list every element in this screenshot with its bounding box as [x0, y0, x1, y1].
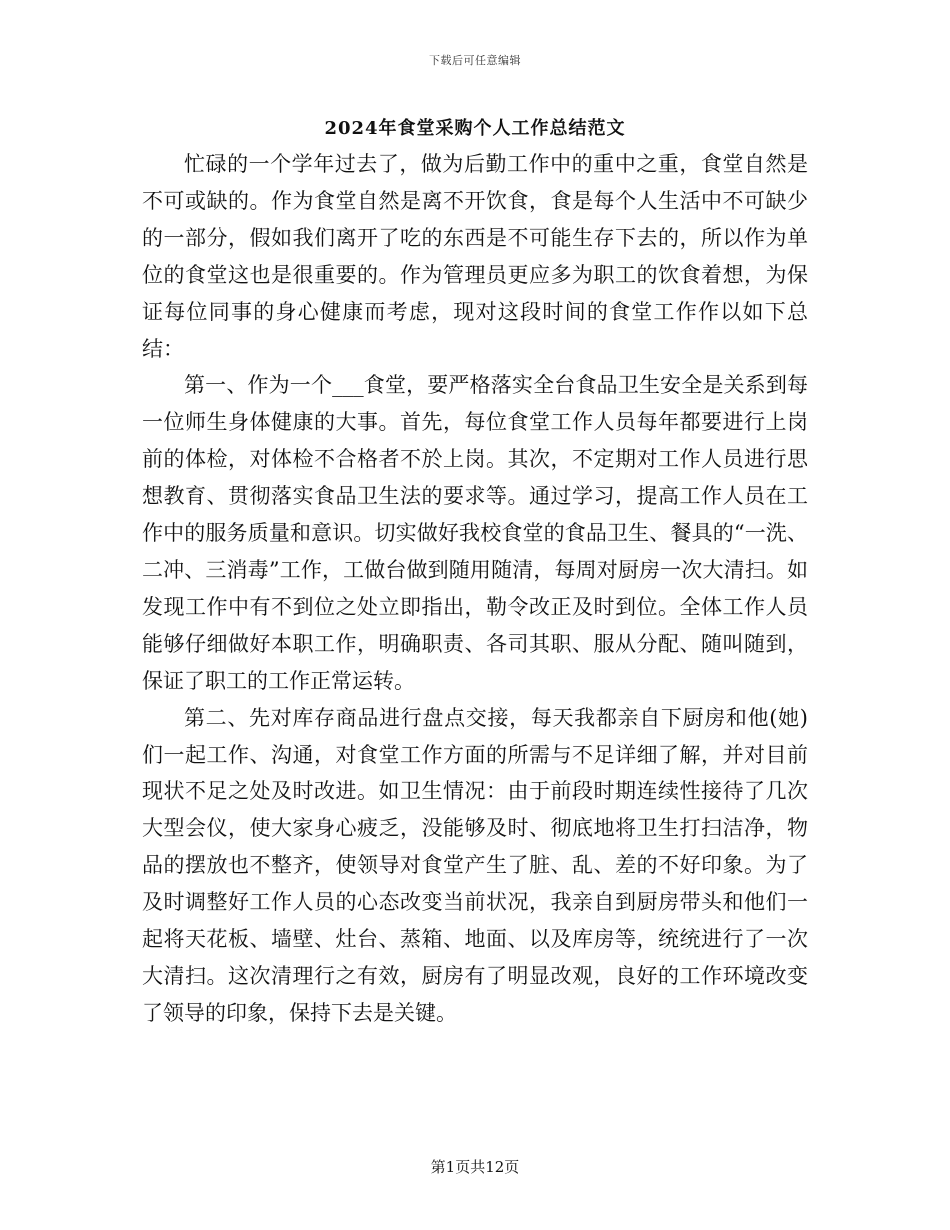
document-title: 2024年食堂采购个人工作总结范文	[324, 118, 626, 139]
page-footer: 第1页共12页	[430, 1158, 520, 1176]
header-note: 下载后可任意编辑	[429, 54, 521, 67]
paragraph-intro: 忙碌的一个学年过去了，做为后勤工作中的重中之重，食堂自然是不可或缺的。作为食堂自然是离不开饮食，食是每个人生活中不可缺少的一部分，假如我们离开了吃的东西是不可能生存下去的，所以作为单位的食堂这也是很重要的。作为管理员更应多为职工的饮食着想，为保证每位同事的身心健康而考虑，现对这段时间的食堂工作作以如下总结：	[142, 152, 808, 361]
paragraph-first-point: 第一、作为一个___食堂，要严格落实全台食品卫生安全是关系到每一位师生身体健康的大事。首先，每位食堂工作人员每年都要进行上岗前的体检，对体检不合格者不於上岗。其次，不定期对工作人员进行思想教育、贯彻落实食品卫生法的要求等。通过学习，提高工作人员在工作中的服务质量和意识。切实做好我校食堂的食品卫生、餐具的“一洗、二冲、三消毒”工作，工做台做到随用随清，每周对厨房一次大清扫。如发现工作中有不到位之处立即指出，勒令改正及时到位。全体工作人员能够仔细做好本职工作，明确职责、各司其职、服从分配、随叫随到，保证了职工的工作正常运转。	[142, 373, 808, 693]
document-body	[142, 146, 808, 1032]
paragraph-second-point: 第二、先对库存商品进行盘点交接，每天我都亲自下厨房和他(她)们一起工作、沟通，对食堂工作方面的所需与不足详细了解，并对目前现状不足之处及时改进。如卫生情况：由于前段时期连续性接待了几次大型会仪，使大家身心疲乏，没能够及时、彻底地将卫生打扫洁净，物品的摆放也不整齐，使领导对食堂产生了脏、乱、差的不好印象。为了及时调整好工作人员的心态改变当前状况，我亲自到厨房带头和他们一起将天花板、墙壁、灶台、蒸箱、地面、以及库房等，统统进行了一次大清扫。这次清理行之有效，厨房有了明显改观，良好的工作环境改变了领导的印象，保持下去是关键。	[142, 705, 808, 1025]
